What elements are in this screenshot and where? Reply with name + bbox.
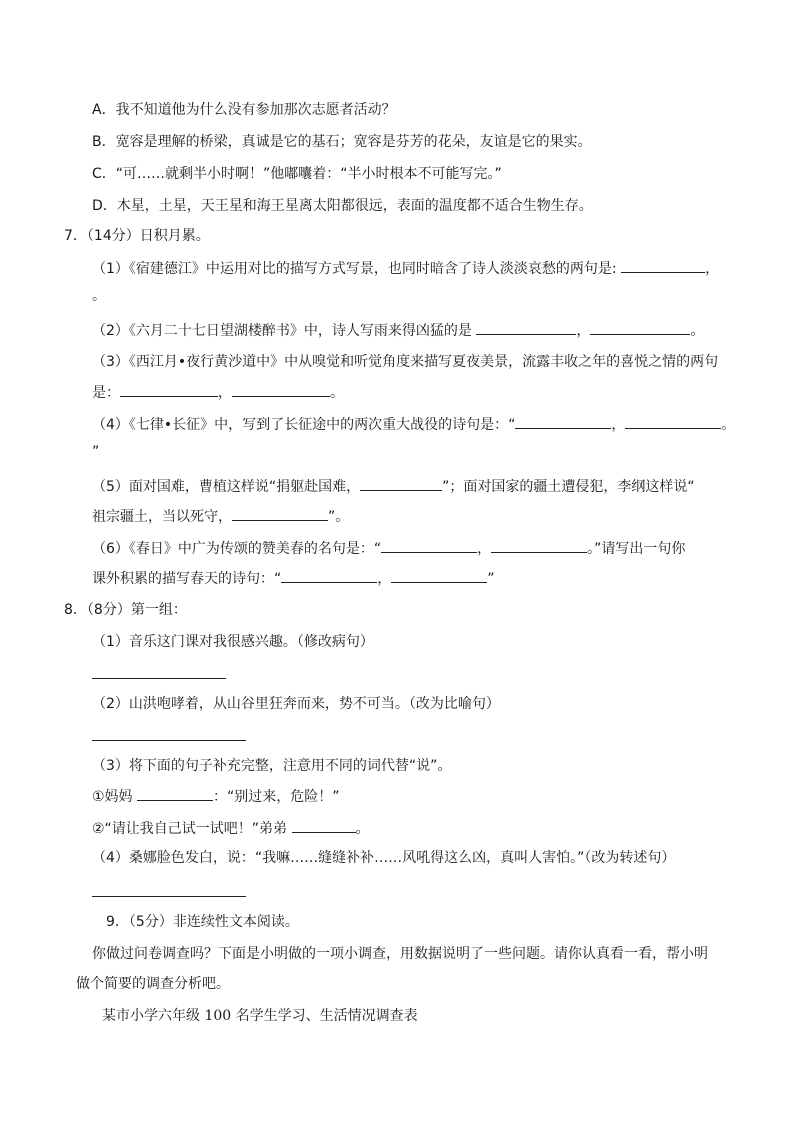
q7-item-6-mid: 。”请写出一句你	[587, 541, 686, 557]
q9-heading: 9．（5分）非连续性文本阅读。	[106, 914, 299, 930]
punct: ，	[705, 261, 720, 277]
punct: 。	[690, 323, 705, 339]
q8-item-3b-suffix: 。	[355, 821, 370, 837]
answer-blank[interactable]	[621, 258, 705, 273]
q7-item-3: （3）《西江月•夜行黄沙道中》中从嗅觉和听觉角度来描写夏夜美景，流露丰收之年的喜悦之情的两句	[92, 354, 719, 370]
answer-blank[interactable]	[360, 476, 442, 491]
punct: ”。	[328, 509, 350, 525]
q7-item-5-line2-text: 祖宗疆土，当以死守，	[92, 509, 232, 525]
answer-blank[interactable]	[292, 818, 356, 833]
punct: ，	[218, 385, 232, 401]
option-d: D．木星，土星，天王星和海王星离太阳都很远，表面的温度都不适合生物生存。	[92, 198, 593, 214]
q8-item-2: （2）山洪咆哮着，从山谷里狂奔而来，势不可当。（改为比喻句）	[92, 696, 500, 712]
q9-intro-line-1: 你做过问卷调查吗？下面是小明做的一项小调查，用数据说明了一些问题。请你认真看一看，帮小明	[92, 946, 708, 962]
answer-blank[interactable]	[515, 414, 611, 429]
answer-blank[interactable]	[381, 538, 477, 553]
punct: ，	[576, 323, 591, 339]
q7-item-5-line2	[92, 506, 349, 527]
q7-item-6-line2-text: 课外积累的描写春天的诗句：“	[92, 571, 282, 587]
q7-item-2	[92, 320, 704, 341]
answer-blank[interactable]	[625, 414, 721, 429]
punct: ，	[377, 571, 392, 587]
punct: 。	[330, 385, 344, 401]
punct: ”	[487, 571, 495, 587]
q7-item-6	[92, 538, 685, 559]
q7-item-4-text: （4）《七律•长征》中，写到了长征途中的两次重大战役的诗句是：“	[92, 417, 516, 433]
q7-item-4	[92, 414, 735, 435]
q7-item-5-text: （5）面对国难，曹植这样说“捐躯赴国难，	[92, 479, 361, 495]
option-a: A．我不知道他为什么没有参加那次志愿者活动？	[92, 102, 396, 118]
answer-blank[interactable]	[120, 382, 218, 397]
q7-item-5-mid: ”；面对国家的疆土遭侵犯，李纲这样说“	[442, 479, 695, 495]
q7-item-2-text: （2）《六月二十七日望湖楼醉书》中，诗人写雨来得凶猛的是	[92, 323, 472, 339]
q7-item-5	[92, 476, 695, 497]
q8-item-3b	[92, 818, 370, 839]
answer-line[interactable]	[92, 678, 226, 679]
q7-item-3-is: 是：	[92, 385, 120, 401]
answer-line[interactable]	[92, 740, 246, 741]
punct: ，	[611, 417, 626, 433]
q8-item-3a-prefix: ①妈妈	[92, 789, 133, 805]
q7-item-6-text: （6）《春日》中广为传颂的赞美春的名句是：“	[92, 541, 382, 557]
q8-item-1: （1）音乐这门课对我很感兴趣。（修改病句）	[92, 634, 374, 650]
punct: ，	[477, 541, 492, 557]
q7-item-1	[92, 258, 719, 279]
q8-item-3a	[92, 786, 340, 807]
answer-blank[interactable]	[281, 568, 377, 583]
answer-blank[interactable]	[391, 568, 487, 583]
option-c: C．“可……就剩半小时啊！”他嘟囔着：“半小时根本不可能写完。”	[92, 166, 502, 182]
q7-item-4-close: ”	[92, 444, 100, 460]
answer-line[interactable]	[92, 896, 246, 897]
q8-item-3: （3）将下面的句子补充完整，注意用不同的词代替“说”。	[92, 758, 452, 774]
q7-heading: 7．（14分）日积月累。	[64, 228, 210, 244]
answer-blank[interactable]	[232, 506, 328, 521]
punct: 。	[721, 417, 736, 433]
answer-blank[interactable]	[590, 320, 690, 335]
q8-item-3b-prefix: ②“请让我自己试一试吧！”弟弟	[92, 821, 288, 837]
answer-blank[interactable]	[476, 320, 576, 335]
q9-intro-line-2: 做个简要的调查分析吧。	[76, 976, 230, 992]
answer-blank[interactable]	[137, 786, 213, 801]
table-caption: 某市小学六年级 100 名学生学习、生活情况调查表	[102, 1008, 418, 1024]
q7-item-6-line2	[92, 568, 495, 589]
answer-blank[interactable]	[491, 538, 587, 553]
q7-item-1-end: 。	[92, 288, 106, 304]
q8-heading: 8．（8分）第一组：	[64, 602, 187, 618]
q8-item-4: （4）桑娜脸色发白，说：“我嘛……缝缝补补……风吼得这么凶，真叫人害怕。”（改为转述句）	[92, 850, 676, 866]
q7-item-1-text: （1）《宿建德江》中运用对比的描写方式写景，也同时暗含了诗人淡淡哀愁的两句是:	[92, 261, 617, 277]
answer-blank[interactable]	[232, 382, 330, 397]
option-b: B．宽容是理解的桥梁，真诚是它的基石；宽容是芬芳的花朵，友谊是它的果实。	[92, 134, 592, 150]
q8-item-3a-suffix: ：“别过来，危险！”	[213, 789, 340, 805]
q7-item-3-answers	[92, 382, 344, 403]
